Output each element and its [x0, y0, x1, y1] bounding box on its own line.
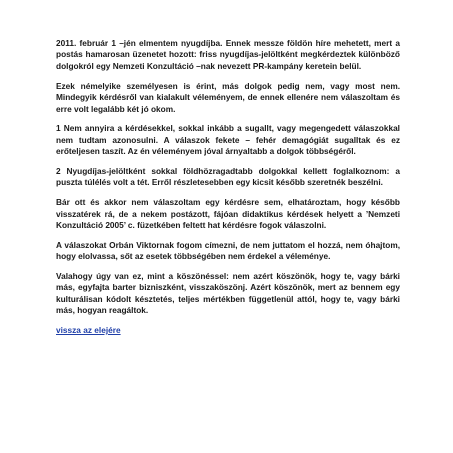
paragraph-retirement: 2011. február 1 –jén elmentem nyugdíjba. Ennek messze földön híre mehetett, mert a postás hamarosan üzenetet hozott: friss nyugdíjas-jelöltként megkérdeztek különböző dolgokról egy Nemzeti Konzultáció –nak nevezett PR-kampány keretein belül. — [56, 38, 400, 71]
document-page — [56, 38, 400, 337]
paragraph-addressee: A válaszokat Orbán Viktornak fogom címezni, de nem juttatom el hozzá, nem óhajtom, hogy elolvassa, sőt az esetek többségében nem érdekel a véleménye. — [56, 239, 400, 262]
paragraph-reason-one: 1 Nem annyira a kérdésekkel, sokkal inkább a sugallt, vagy megengedett válaszokkal nem tudtam azonosulni. A válaszok fekete – fehér demagógiát sugalltak és ez erőteljesen taszít. Az én véleményem jóval árnyaltabb a dolgok többségéről. — [56, 123, 400, 157]
paragraph-reason-two: 2 Nyugdíjas-jelöltként sokkal földhözragadtabb dolgokkal kellett foglalkoznom: a puszta túlélés volt a tét. Erről részletesebben egy kicsit később szeretnék beszélni. — [56, 165, 400, 188]
back-to-top-link[interactable]: vissza az elejére — [56, 325, 121, 336]
paragraph-greeting: Valahogy úgy van ez, mint a köszönéssel: nem azért köszönök, hogy te, vagy bárki más, egyfajta barter bizniszként, visszaköszönj. Azért köszönök, mert az bennem egy kulturálisan kódolt késztetés, teljes mértékben függetlenül attól, hogy te, vagy bárki más, hogyan reagáltok. — [56, 271, 400, 316]
paragraph-opinion: Ezek némelyike személyesen is érint, más dolgok pedig nem, vagy most nem. Mindegyik kérdésről van kialakult véleményem, de ennek ellenére nem válaszoltam és erre volt legalább két jó okom. — [56, 80, 400, 114]
paragraph-decision: Bár ott és akkor nem válaszoltam egy kérdésre sem, elhatároztam, hogy később visszatérek rá, de a nekem postázott, fájóan didaktikus kérdések helyett a ’Nemzeti Konzultáció 2005’ c. füzetkében feltett hat kérdésre fogok válaszolni. — [56, 197, 400, 231]
